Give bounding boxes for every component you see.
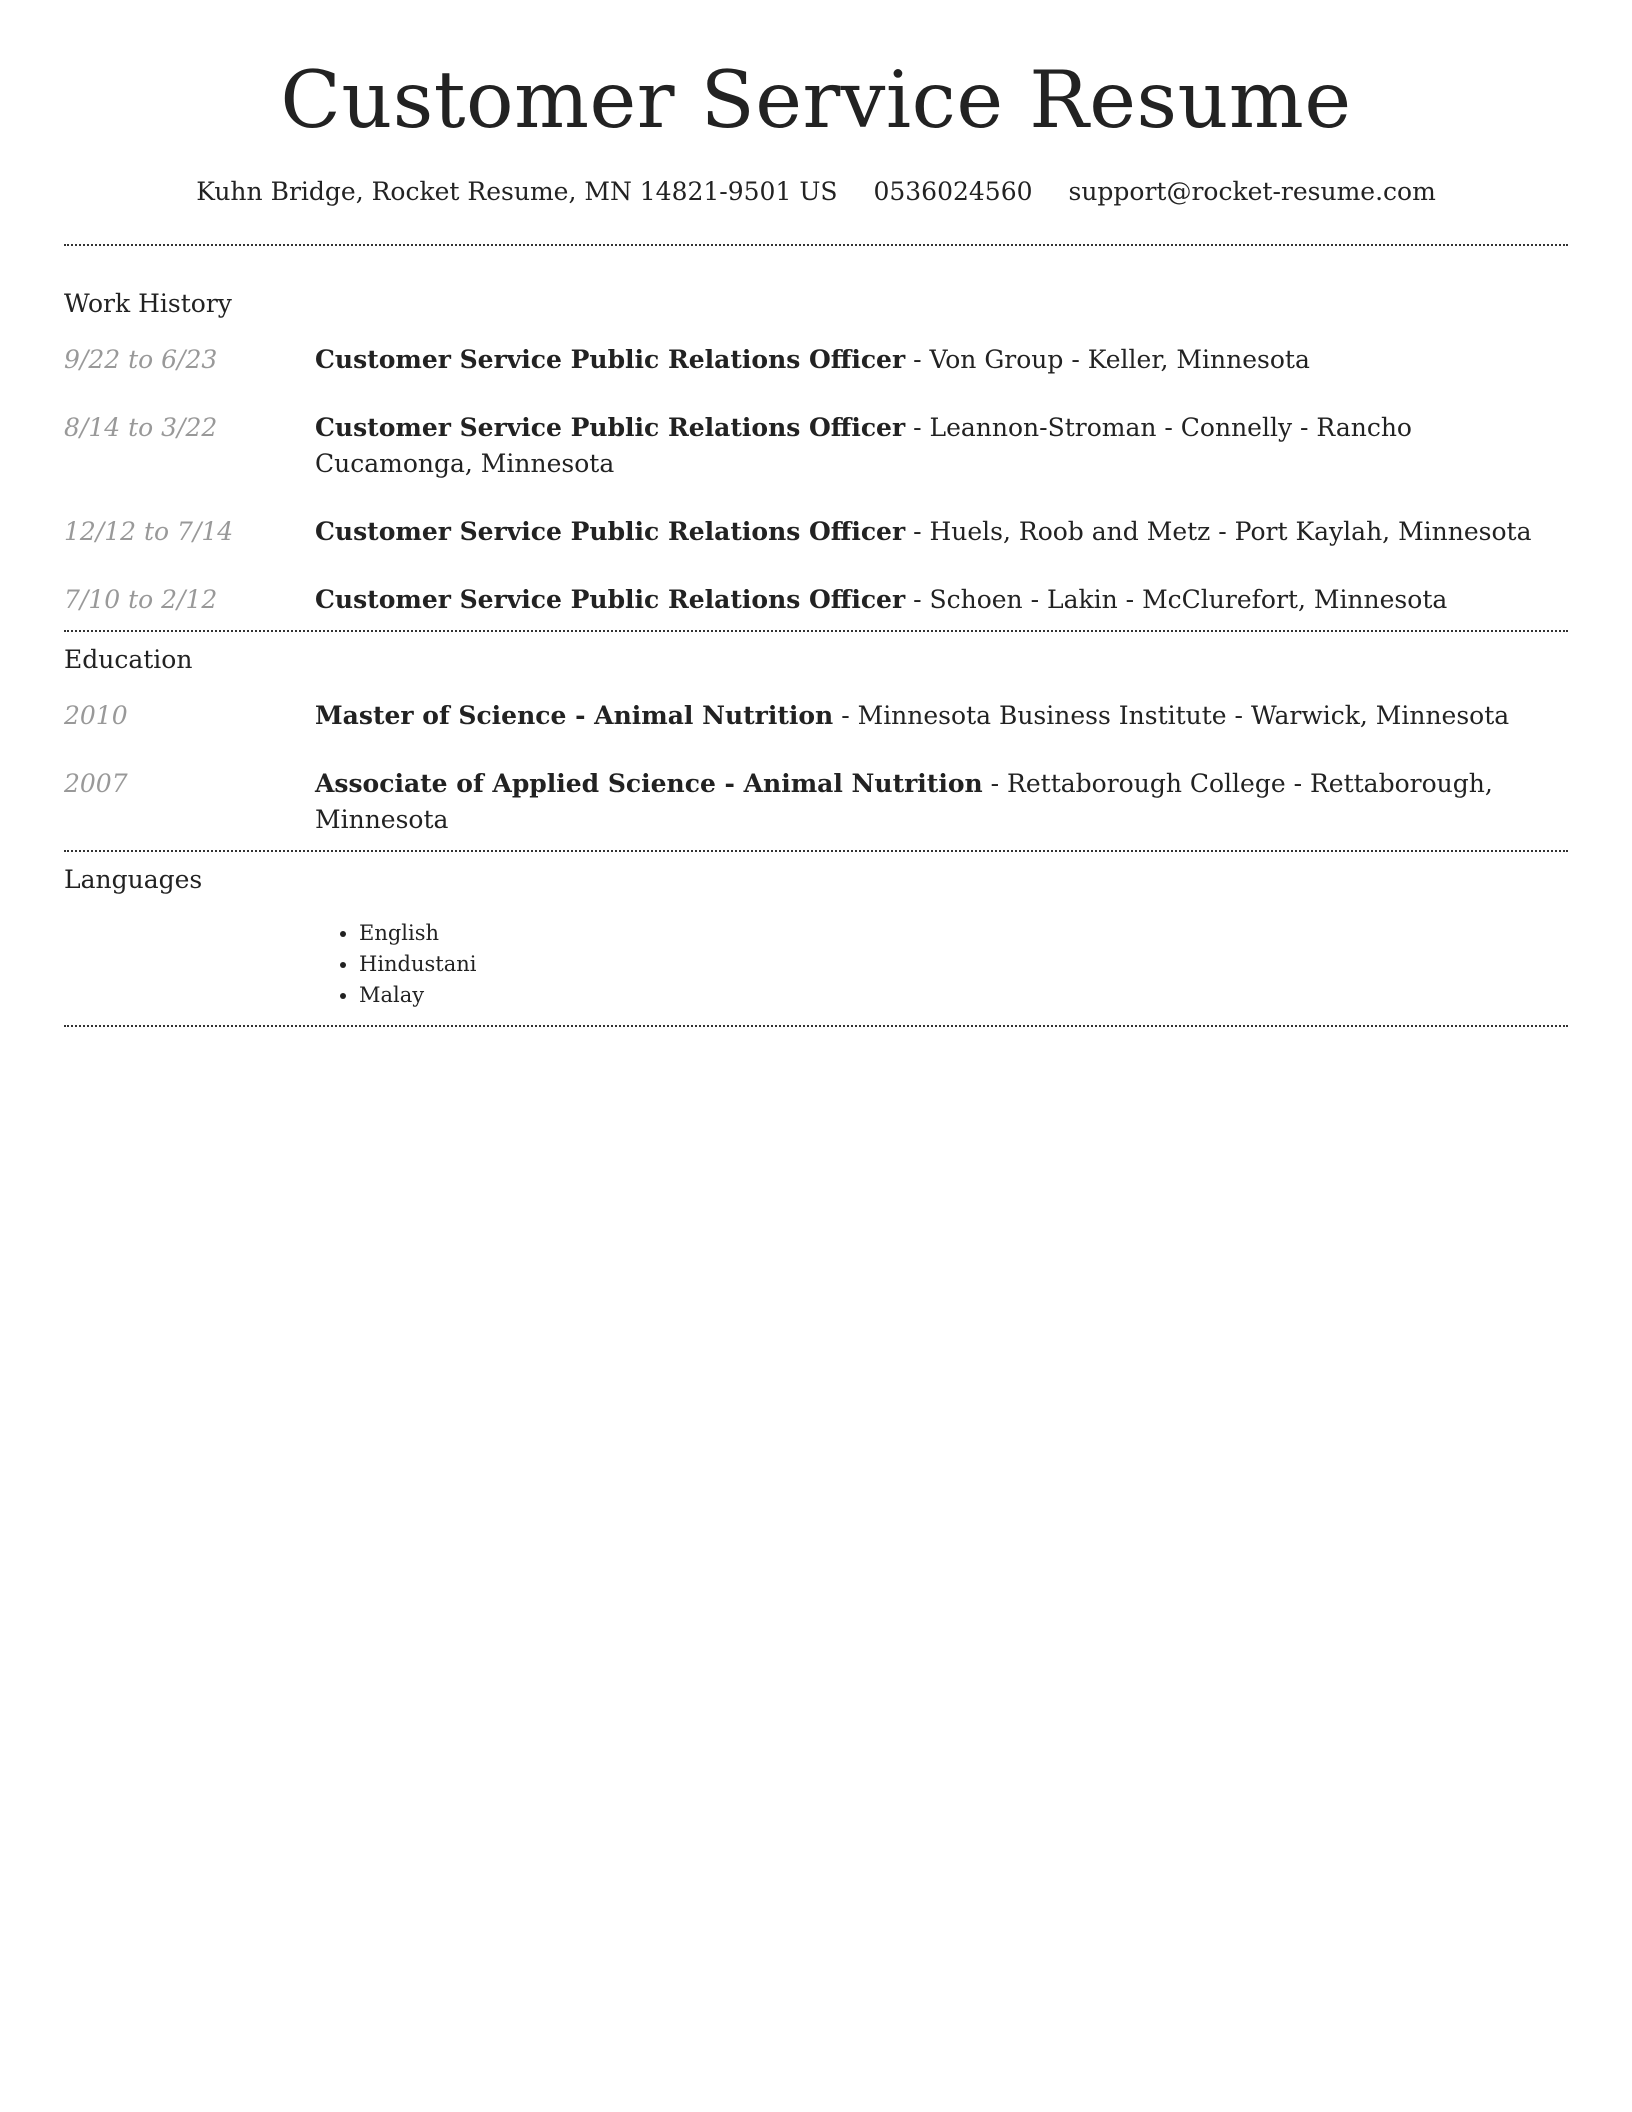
job-title: Customer Service Public Relations Officer: [315, 345, 906, 374]
education-list: [64, 698, 1568, 850]
education-entry: [315, 766, 1568, 838]
contact-phone: 0536024560: [873, 177, 1033, 206]
work-history-section: [64, 246, 1568, 630]
work-date: 7/10 to 2/12: [64, 585, 218, 614]
resume-header: [64, 0, 1568, 208]
work-entry: [315, 410, 1568, 482]
job-details: - Leannon-Stroman - Connelly - Rancho Cucamonga, Minnesota: [315, 413, 1412, 478]
work-entry: [315, 582, 1568, 618]
divider: [64, 1025, 1568, 1027]
contact-email: support@rocket-resume.com: [1068, 177, 1436, 206]
work-history-item: [64, 514, 1568, 550]
languages-section: [64, 852, 1568, 1025]
education-details: - Rettaborough College - Rettaborough, Minnesota: [315, 769, 1493, 834]
work-date: 8/14 to 3/22: [64, 413, 218, 442]
language-item: • Hindustani: [359, 949, 1568, 980]
work-history-item: [64, 410, 1568, 482]
job-details: - Von Group - Keller, Minnesota: [905, 345, 1310, 374]
education-item: [64, 698, 1568, 734]
education-section: [64, 632, 1568, 850]
job-title: Customer Service Public Relations Officer: [315, 585, 906, 614]
education-date: 2010: [64, 701, 128, 730]
section-title-languages: Languages: [64, 865, 203, 894]
education-entry: [315, 698, 1568, 734]
degree: Associate of Applied Science - Animal Nutrition: [315, 769, 983, 798]
language-item: • Malay: [359, 980, 1568, 1011]
contact-address: Kuhn Bridge, Rocket Resume, MN 14821-9501 US: [196, 177, 838, 206]
job-details: - Schoen - Lakin - McClurefort, Minnesota: [905, 585, 1448, 614]
degree: Master of Science - Animal Nutrition: [315, 701, 834, 730]
language-item: • English: [359, 918, 1568, 949]
section-title-work-history: Work History: [64, 289, 232, 318]
section-title-education: Education: [64, 645, 193, 674]
job-details: - Huels, Roob and Metz - Port Kaylah, Minnesota: [905, 517, 1532, 546]
contact-line: [64, 176, 1568, 208]
work-history-item: [64, 582, 1568, 618]
work-date: 9/22 to 6/23: [64, 345, 218, 374]
job-title: Customer Service Public Relations Officer: [315, 413, 906, 442]
page-title: Customer Service Resume: [280, 54, 1352, 146]
education-item: [64, 766, 1568, 838]
work-entry: [315, 342, 1568, 378]
education-details: - Minnesota Business Institute - Warwick, Minnesota: [833, 701, 1510, 730]
work-entry: [315, 514, 1568, 550]
work-date: 12/12 to 7/14: [64, 517, 234, 546]
languages-list: [64, 918, 1568, 1025]
work-history-list: [64, 342, 1568, 630]
work-history-item: [64, 342, 1568, 378]
education-date: 2007: [64, 769, 128, 798]
languages-bullet-list: [64, 918, 1568, 1011]
job-title: Customer Service Public Relations Officer: [315, 517, 906, 546]
